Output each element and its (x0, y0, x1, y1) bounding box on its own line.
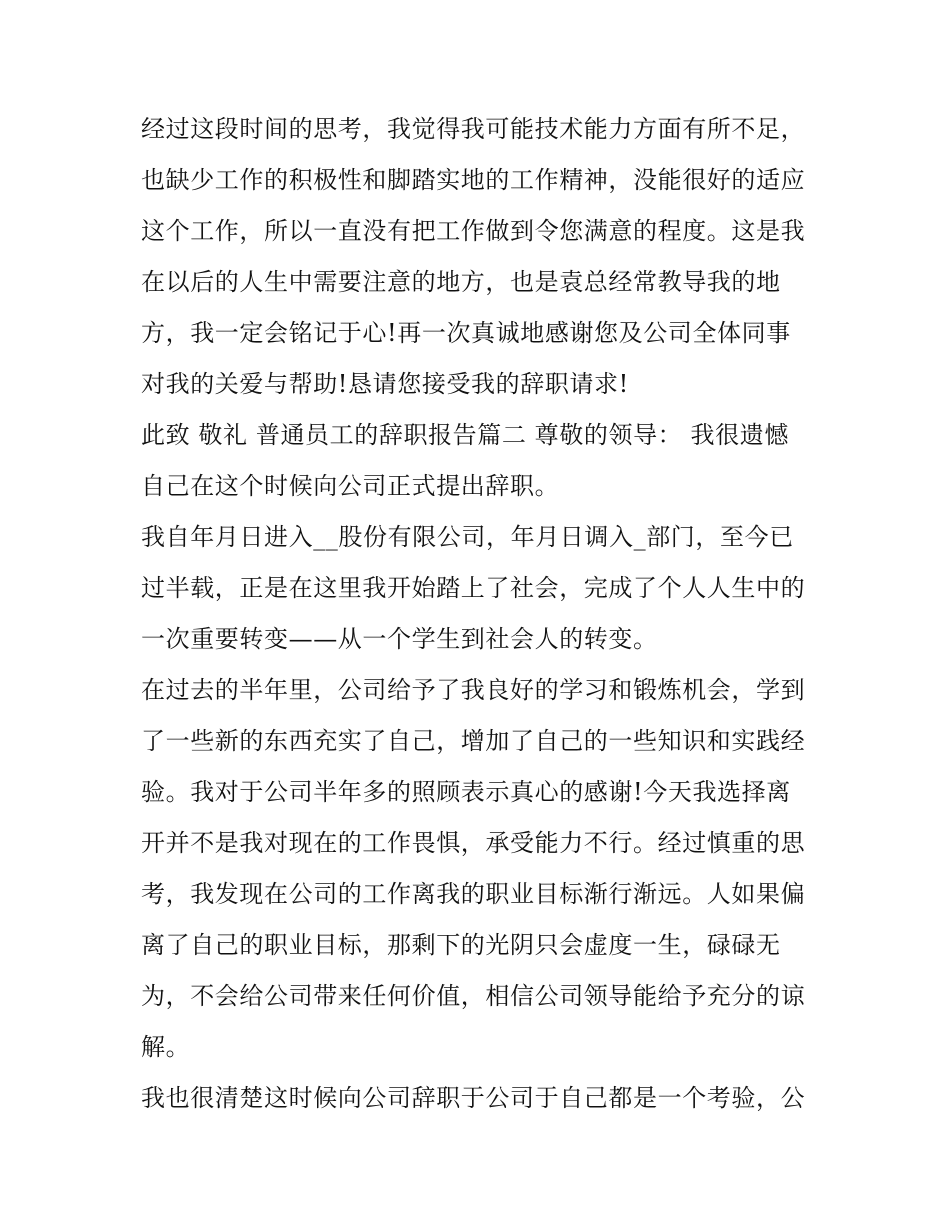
document-body (141, 104, 821, 1124)
paragraph-employment-history: 我自年月日进入__股份有限公司，年月日调入_部门，至今已 过半载，正是在这里我开始踏上了社会，完成了个人人生中的 一次重要转变——从一个学生到社会人的转变。 (141, 523, 806, 653)
paragraph-reflection: 经过这段时间的思考，我觉得我可能技术能力方面有所不足， 也缺少工作的积极性和脚踏实地的工作精神，没能很好的适应 这个工作，所以一直没有把工作做到令您满意的程度。这是我 在以后的人生中需要注意的地方，也是袁总经常教导我的地 方，我一定会铭记于心!再一次真诚地感谢您及公司全体同事 对我的关爱与帮助!恳请您接受我的辞职请求! (141, 115, 806, 398)
paragraph-gratitude-and-reason: 在过去的半年里，公司给予了我良好的学习和锻炼机会，学到 了一些新的东西充实了自己，增加了自己的一些知识和实践经 验。我对于公司半年多的照顾表示真心的感谢!今天我选择离 开并不是我对现在的工作畏惧，承受能力不行。经过慎重的思 考，我发现在公司的工作离我的职业目标渐行渐远。人如果偏 离了自己的职业目标，那剩下的光阴只会虚度一生，碌碌无 为，不会给公司带来任何价值，相信公司领导能给予充分的谅 解。 (141, 676, 806, 1061)
paragraph-consideration: 我也很清楚这时候向公司辞职于公司于自己都是一个考验，公 (141, 1084, 806, 1112)
paragraph-closing-and-heading: 此致 敬礼 普通员工的辞职报告篇二 尊敬的领导： 我很遗憾 自己在这个时候向公司正式提出辞职。 (141, 421, 789, 500)
